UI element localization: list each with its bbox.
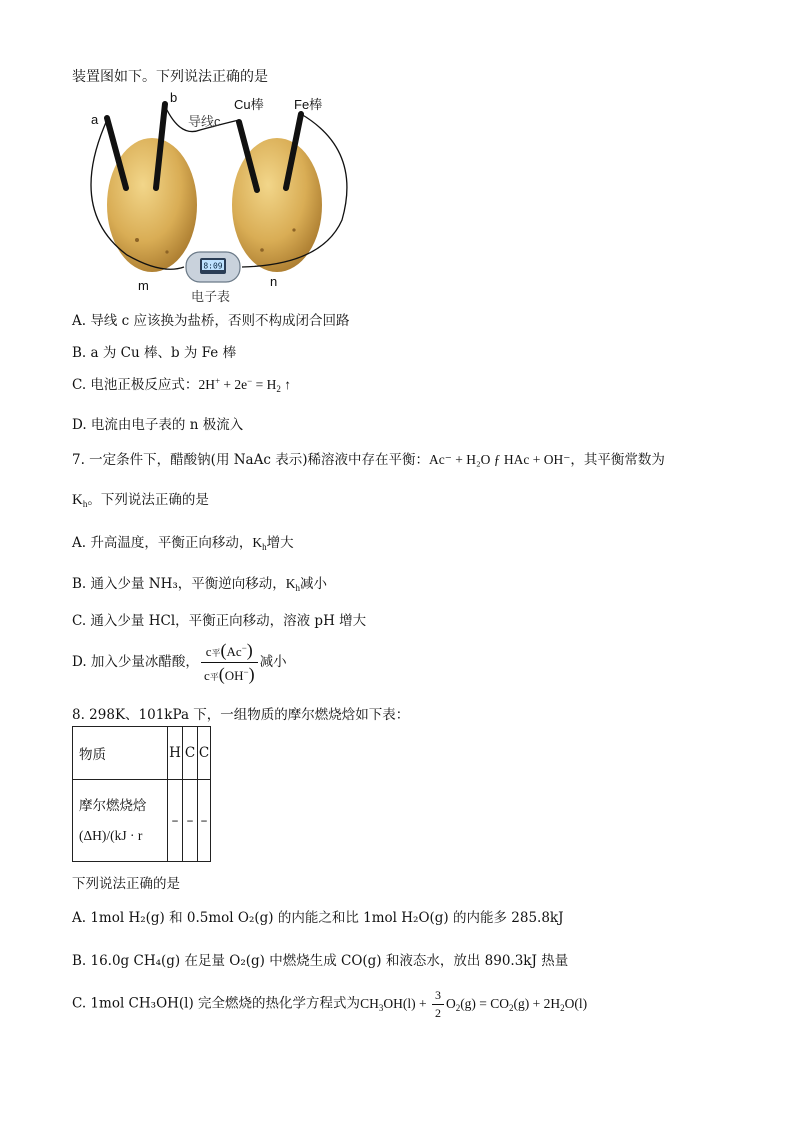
q6-option-a: A. 导线 c 应该换为盐桥，否则不构成闭合回路 xyxy=(72,313,350,329)
q7-option-c: C. 通入少量 HCl，平衡正向移动，溶液 pH 增大 xyxy=(72,613,367,629)
q7-stem-prefix: 7. 一定条件下，醋酸钠(用 NaAc 表示)稀溶液中存在平衡： xyxy=(72,452,429,468)
q8-option-c-equation: $CH_3OH(l)$ + $\frac{3}{2}$ $O_2(g) = CO_2(g) + 2H_2O(l)$ xyxy=(360,988,588,1020)
table-value-3: – xyxy=(200,812,208,829)
q7-option-d xyxy=(72,640,287,685)
label-cu: Cu棒 xyxy=(234,97,264,112)
q7-option-b-end: 减小 xyxy=(300,576,328,592)
label-n: n xyxy=(270,274,278,289)
kh-symbol: $K_h$ xyxy=(72,492,88,509)
enthalpy-table xyxy=(72,726,211,862)
q6-option-c-equation: $2H^+ + 2e^- = H_2$ ↑ xyxy=(198,376,291,394)
meter-reading: 8:09 xyxy=(203,261,223,271)
kh-symbol: $K_h$ xyxy=(285,576,301,593)
table-header-col-1: H xyxy=(169,745,181,761)
q7-stem-2 xyxy=(72,488,209,509)
q7-stem-equation: Ac⁻ + H₂O ƒ HAc + OH⁻ xyxy=(428,452,571,467)
q7-stem2-text: 。下列说法正确的是 xyxy=(87,492,209,508)
q7-stem-suffix: ，其平衡常数为 xyxy=(570,452,665,468)
q7-option-a-text: A. 升高温度，平衡正向移动， xyxy=(72,535,253,551)
table-value-2: – xyxy=(186,812,194,829)
table-header-substance: 物质 xyxy=(73,727,168,780)
potato-battery-diagram xyxy=(72,90,372,305)
q7-option-a-end: 增大 xyxy=(266,535,294,551)
label-wire-c: 导线c xyxy=(188,114,221,129)
q8-option-a: A. 1mol H₂(g) 和 0.5mol O₂(g) 的内能之和比 1mol H₂O(g) 的内能多 285.8kJ xyxy=(72,910,564,926)
q8-option-c xyxy=(72,988,587,1021)
q8-option-c-text: C. 1mol CH₃OH(l) 完全燃烧的热化学方程式为 xyxy=(72,995,361,1012)
table-row-label-line1: 摩尔燃烧焓 xyxy=(79,797,147,814)
q7-stem xyxy=(72,448,665,468)
label-b: b xyxy=(170,90,178,105)
label-fe: Fe棒 xyxy=(294,97,323,112)
q6-option-c-prefix: C. 电池正极反应式： xyxy=(72,377,199,393)
q6-option-d: D. 电流由电子表的 n 极流入 xyxy=(72,417,244,433)
q7-option-b-text: B. 通入少量 NH₃，平衡逆向移动， xyxy=(72,576,286,592)
intro-line: 装置图如下。下列说法正确的是 xyxy=(72,69,268,85)
table-row-label xyxy=(73,780,168,862)
table-value-1: – xyxy=(171,812,179,829)
table-row-label-line2: (ΔH)/(kJ · r xyxy=(79,827,143,843)
q6-option-b: B. a 为 Cu 棒、b 为 Fe 棒 xyxy=(72,345,237,361)
q7-option-a xyxy=(72,531,294,552)
q7-option-b xyxy=(72,572,327,593)
q8-stem: 8. 298K、101kPa 下，一组物质的摩尔燃烧焓如下表： xyxy=(72,707,410,723)
q8-prompt: 下列说法正确的是 xyxy=(72,876,180,892)
label-m: m xyxy=(138,278,149,293)
kh-symbol: $K_h$ xyxy=(252,535,267,552)
battery-illustration xyxy=(72,90,372,305)
table-header-col-3: C xyxy=(198,745,210,761)
q7-option-d-prefix: D. 加入少量冰醋酸， xyxy=(72,654,199,670)
q8-option-b: B. 16.0g CH₄(g) 在足量 O₂(g) 中燃烧生成 CO(g) 和液态水，放出 890.3kJ 热量 xyxy=(72,953,569,969)
label-a: a xyxy=(91,112,99,127)
q6-option-c xyxy=(72,373,291,394)
q7-option-d-suffix: 减小 xyxy=(259,654,287,670)
label-meter: 电子表 xyxy=(191,289,231,304)
table-header-col-2: C xyxy=(184,745,196,761)
concentration-ratio: $\frac{c平(Ac^-)}{c平(OH^-)}$ xyxy=(201,640,258,685)
